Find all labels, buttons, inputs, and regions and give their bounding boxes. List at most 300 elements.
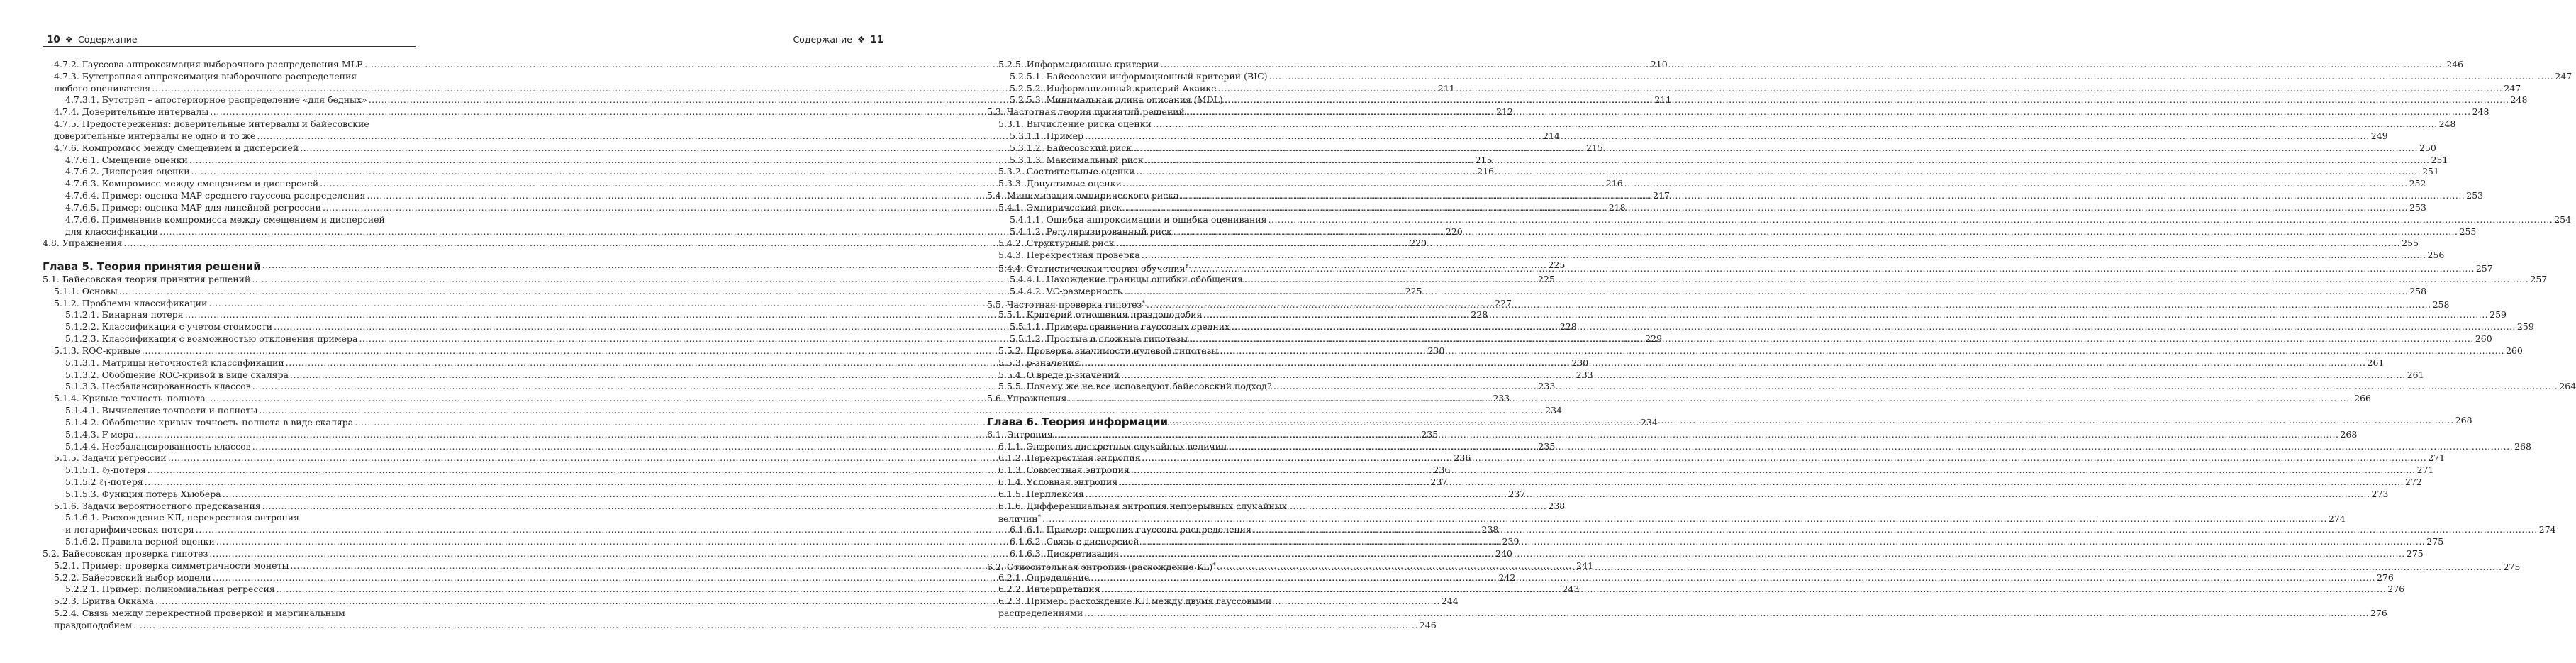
page-ref: 272 — [2405, 477, 2422, 487]
page-ref: 249 — [2370, 130, 2388, 141]
entry-title — [998, 584, 1100, 596]
page-ref: 230 — [1571, 357, 1589, 368]
entry-text: 6.1. Энтропия — [987, 428, 1053, 440]
subscript: 1 — [103, 481, 108, 489]
page-ref: 248 — [2472, 106, 2489, 118]
page-ref: 266 — [2354, 393, 2372, 404]
entry-text: 6.2.2. Интерпретация — [998, 584, 1100, 595]
entry-title — [65, 214, 385, 225]
page-ref: 257 — [2475, 263, 2493, 274]
entry-text: 5.3.1.1. Пример — [1010, 130, 1084, 141]
entry-title — [65, 441, 251, 453]
entry-title — [998, 608, 1083, 620]
page-ref: 235 — [1421, 428, 1439, 440]
entry-title — [998, 357, 1080, 369]
toc-entry-continuation[interactable] — [43, 619, 1437, 632]
entry-text: 5.1.4.3. F-мера — [65, 428, 134, 440]
entry-title — [1010, 94, 1223, 106]
entry-title — [54, 106, 208, 118]
entry-title — [987, 106, 1185, 118]
entry-text: 5.1.5. Задачи регрессии — [54, 452, 167, 464]
entry-title — [998, 381, 1272, 393]
entry-text: 4.7.6.3. Компромисс между смещением и дисперсией — [65, 178, 319, 189]
page-ref: 220 — [1445, 225, 1463, 237]
leader-dots — [1136, 166, 2421, 178]
entry-title — [65, 357, 284, 369]
page-ref: 276 — [2387, 584, 2405, 595]
entry-text: 5.5. Частотная проверка гипотез — [987, 299, 1142, 310]
page-ref: 225 — [1538, 273, 1555, 284]
entry-title — [998, 572, 1089, 584]
page-ref: 250 — [2419, 142, 2436, 153]
leader-dots — [1153, 118, 2438, 130]
entry-title — [1010, 536, 1139, 548]
entry-text: 6.2.1. Определение — [998, 572, 1090, 583]
entry-text: 5.4. Минимизация эмпирического риска — [987, 190, 1179, 201]
entry-text: 4.7.6.1. Смещение оценки — [65, 154, 188, 165]
page-ref: 254 — [2554, 213, 2572, 225]
leader-dots — [1142, 250, 2426, 262]
page-ref: 247 — [2504, 82, 2521, 94]
running-head-left — [44, 34, 138, 45]
entry-text: 5.4.2. Структурный риск — [998, 238, 1115, 249]
entry-title — [54, 345, 140, 357]
entry-title — [998, 489, 1084, 501]
entry-text: 5.4.3. Перекрестная проверка — [998, 250, 1140, 261]
entry-text: 6.1.2. Перекрестная энтропия — [998, 452, 1141, 464]
entry-text: 5.1.6.2. Правила верной оценки — [65, 536, 215, 547]
leader-dots — [1228, 441, 2513, 453]
entry-title — [54, 83, 150, 95]
page-ref: 260 — [2505, 345, 2523, 356]
entry-text: 5.1.4. Кривые точность–полнота — [54, 393, 206, 404]
entry-text: 6.1.6.2. Связь с дисперсией — [1010, 536, 1139, 547]
page-ref: 268 — [2340, 428, 2358, 440]
entry-title — [65, 417, 353, 429]
page-ref: 216 — [1477, 166, 1495, 177]
entry-text: 4.8. Упражнения — [43, 238, 123, 249]
entry-title — [54, 143, 299, 155]
entry-title — [998, 250, 1140, 262]
toc-entry[interactable] — [43, 405, 1562, 417]
entry-title — [54, 452, 167, 464]
entry-title — [54, 620, 132, 632]
toc-entry[interactable] — [43, 71, 410, 83]
page-ref: 227 — [1495, 297, 1512, 308]
page-ref: 244 — [1441, 596, 1459, 607]
page-ref: 233 — [1576, 369, 1593, 380]
entry-text: 5.1.2. Проблемы классификации — [54, 297, 208, 308]
page-ref: 276 — [2376, 572, 2394, 583]
leader-dots — [1218, 83, 2503, 95]
entry-text: 5.5.1. Критерий отношения правдоподобия — [998, 309, 1203, 321]
page-ref: 235 — [1538, 440, 1556, 452]
toc-entry[interactable] — [987, 213, 2572, 226]
leader-dots — [1273, 381, 2558, 393]
entry-text: 5.2.5.2. Информационный критерий Акаике — [1010, 82, 1217, 94]
entry-text: 5.4.1.2. Регуляризированный риск — [1010, 225, 1172, 237]
page-ref: 241 — [1576, 559, 1594, 571]
entry-title — [1010, 321, 1230, 333]
entry-text: 6.1.1. Энтропия дискретных случайных величин — [998, 440, 1227, 452]
entry-title — [65, 405, 257, 417]
page-ref: 257 — [2530, 273, 2548, 284]
entry-title — [987, 429, 1053, 441]
page-ref: 261 — [2407, 369, 2424, 380]
leader-dots — [1085, 130, 2370, 143]
page-ref: 234 — [1640, 416, 1658, 428]
page-ref: 220 — [1410, 238, 1427, 249]
entry-title — [1010, 155, 1144, 167]
page-ref: 236 — [1454, 452, 1471, 464]
entry-title — [998, 369, 1120, 381]
page-ref: 258 — [2409, 285, 2427, 296]
entry-title — [54, 59, 363, 71]
page-ref: 238 — [1481, 524, 1499, 535]
page-ref: 246 — [1419, 619, 1437, 630]
entry-title — [1010, 524, 1251, 536]
entry-text-suffix: -потеря — [107, 477, 143, 487]
entry-text: 5.3. Частотная теория принятий решений — [987, 106, 1185, 118]
page-ref: 237 — [1430, 477, 1448, 487]
page-ref: 240 — [1495, 547, 1512, 559]
leader-dots — [1186, 106, 2471, 118]
leader-dots — [1081, 357, 2366, 369]
entry-title — [1010, 226, 1172, 238]
entry-text: для классификации — [65, 225, 159, 237]
page-ref: 217 — [1653, 190, 1670, 201]
entry-text: 6.1.3. Совместная энтропия — [998, 464, 1130, 476]
page-ref: 264 — [2559, 381, 2576, 392]
entry-title — [65, 512, 299, 523]
page-ref: 274 — [2538, 524, 2556, 535]
entry-text: правдоподобием — [54, 619, 133, 630]
entry-title — [65, 226, 158, 238]
toc-entry[interactable] — [43, 608, 410, 620]
page-ref: 276 — [2370, 608, 2387, 619]
entry-text: 5.2.3. Бритва Оккама — [54, 596, 155, 607]
entry-text: 4.7.6.5. Пример: оценка MAP для линейной регрессии — [65, 201, 321, 213]
entry-text: 6.1.4. Условная энтропия — [998, 477, 1118, 487]
entry-title — [998, 202, 1122, 214]
entry-text: 5.3.1. Вычисление риска оценки — [998, 118, 1152, 130]
toc-entry-continuation[interactable] — [987, 608, 2387, 620]
entry-title — [65, 155, 188, 167]
entry-title — [65, 178, 318, 190]
entry-title — [998, 309, 1202, 321]
page-ref: 239 — [1502, 536, 1520, 547]
entry-title — [65, 584, 275, 596]
entry-text: 5.1.3.3. Несбалансированность классов — [65, 381, 251, 392]
entry-text: 5.5.1.1. Пример: сравнение гауссовых средних — [1010, 321, 1230, 333]
entry-text: 5.2.5. Информационные критерии — [998, 59, 1159, 69]
entry-title — [65, 489, 221, 501]
entry-title — [54, 596, 154, 608]
page-ref: 261 — [2367, 357, 2385, 368]
page-ref: 225 — [1405, 285, 1422, 296]
entry-title — [65, 524, 194, 536]
entry-title — [1010, 286, 1122, 298]
page-ref: 253 — [2409, 201, 2426, 213]
entry-title — [1010, 83, 1217, 95]
entry-text: 4.7.4. Доверительные интервалы — [54, 106, 209, 118]
running-head-right — [793, 34, 886, 45]
page-ref: 246 — [2446, 59, 2464, 69]
leader-dots — [1123, 202, 2408, 214]
page-ref: 215 — [1585, 142, 1603, 153]
page-ref: 211 — [1437, 82, 1455, 94]
chapter-title: Глава 5. Теория принятия решений — [43, 260, 261, 274]
entry-text: 5.2.1. Пример: проверка симметричности монеты — [54, 559, 289, 571]
entry-title — [998, 59, 1159, 71]
page-ref: 236 — [1433, 464, 1451, 476]
entry-title — [1010, 333, 1188, 345]
toc-entry[interactable] — [987, 118, 2456, 130]
entry-text: 5.1.1. Основы — [54, 285, 118, 296]
entry-title — [998, 452, 1141, 464]
entry-title — [65, 429, 134, 441]
entry-text: 5.1.5.1. ℓ — [65, 464, 106, 476]
entry-text: 5.1.3. ROC-кривые — [54, 345, 140, 356]
page-ref: 252 — [2409, 178, 2426, 189]
entry-title — [1010, 548, 1119, 560]
leader-dots — [1102, 584, 2387, 596]
toc-entry[interactable] — [43, 118, 410, 130]
page-number: 11 — [870, 34, 883, 45]
page-ref: 271 — [2428, 452, 2446, 464]
leader-dots — [1269, 214, 2553, 226]
entry-text: 5.1.4.2. Обобщение кривых точность–полнота в виде скаляра — [65, 416, 354, 428]
entry-text: 4.7.6.2. Дисперсия оценки — [65, 166, 190, 177]
entry-title — [54, 298, 207, 310]
entry-text: 5.1.4.1. Вычисление точности и полноты — [65, 405, 258, 416]
page-ref: 275 — [2503, 561, 2521, 572]
entry-text: 5.1.3.1. Матрицы неточностей классификации — [65, 357, 284, 368]
toc-entry[interactable] — [987, 250, 2445, 262]
entry-text: доверительные интервалы не одно и то же — [54, 130, 256, 141]
toc-entry[interactable] — [987, 501, 1354, 513]
leader-dots — [1253, 524, 2538, 536]
leader-dots — [1203, 309, 2488, 321]
page-ref: 248 — [2510, 94, 2528, 106]
entry-text: 5.1.3.2. Обобщение ROC-кривой в виде скаляра — [65, 369, 289, 380]
leader-dots — [1084, 608, 2369, 620]
entry-title — [65, 333, 357, 345]
page-ref: 247 — [2555, 70, 2572, 82]
entry-title — [987, 190, 1179, 202]
page-ref: 230 — [1427, 345, 1445, 356]
entry-title — [998, 441, 1227, 453]
entry-text: 5.1.4.4. Несбалансированность классов — [65, 440, 251, 452]
leader-dots — [1133, 143, 2418, 155]
page-ref: 248 — [2438, 118, 2456, 130]
entry-text: 5.4.4.1. Нахождение границы ошибки обобщения — [1010, 273, 1243, 284]
entry-title — [65, 94, 367, 106]
entry-title — [43, 274, 250, 286]
entry-text: 6.2.3. Пример: расхождение КЛ между двумя гауссовыми — [998, 596, 1272, 607]
entry-text: 4.7.6.6. Применение компромисса между смещением и дисперсией — [65, 213, 385, 225]
entry-title — [54, 130, 255, 143]
entry-text: 5.4.1.1. Ошибка аппроксимации и ошибка оценивания — [1010, 213, 1267, 225]
entry-text: величин — [998, 513, 1038, 525]
page-ref: 212 — [1496, 106, 1513, 118]
toc-entry[interactable] — [43, 214, 410, 226]
entry-text: 4.7.5. Предостережения: доверительные интервалы и байесовские — [54, 118, 369, 130]
ornament-icon: ❖ — [65, 34, 74, 45]
entry-text: распределениями — [998, 608, 1083, 619]
entry-title — [54, 71, 357, 82]
entry-text: 5.1.5.2 ℓ — [65, 477, 104, 487]
leader-dots — [1054, 429, 2339, 441]
page-ref: 237 — [1508, 488, 1526, 499]
entry-title — [65, 321, 272, 333]
page-ref: 228 — [1559, 321, 1577, 333]
entry-title — [43, 238, 122, 250]
leader-dots — [1120, 548, 2405, 560]
asterisk-mark: * — [1037, 514, 1042, 522]
leader-dots — [1189, 333, 2474, 345]
entry-title — [998, 501, 1287, 511]
toc-entry[interactable] — [987, 596, 1354, 608]
leader-dots — [1244, 274, 2529, 286]
toc-entry[interactable] — [987, 70, 2572, 83]
chapter-title: Глава 6. Теория информации — [987, 415, 1168, 428]
leader-dots — [1173, 226, 2458, 238]
entry-title — [65, 309, 184, 321]
entry-title — [65, 166, 190, 178]
entry-title — [998, 118, 1152, 130]
entry-text: 5.5.3. p-значения — [998, 357, 1080, 368]
entry-title — [65, 381, 251, 393]
entry-text: 5.1.6. Задачи вероятностного предсказания — [54, 500, 261, 511]
asterisk-mark: * — [1142, 299, 1145, 307]
entry-title — [54, 560, 289, 572]
entry-text: 5.2.2.1. Пример: полиномиальная регрессия — [65, 584, 275, 595]
leader-dots — [1068, 393, 2353, 405]
entry-text: 5.2.4. Связь между перекрестной проверкой и маргинальным — [54, 608, 345, 619]
leader-dots — [1131, 464, 2416, 477]
page-ref: 228 — [1471, 309, 1488, 321]
page-ref: 258 — [2432, 299, 2450, 310]
entry-title — [54, 608, 345, 618]
page-ref: 275 — [2426, 536, 2444, 547]
entry-title — [65, 536, 215, 548]
entry-title — [54, 393, 206, 405]
entry-text: 5.5.2. Проверка значимости нулевой гипотезы — [998, 345, 1219, 356]
entry-title — [1010, 130, 1083, 143]
entry-title — [998, 178, 1122, 190]
entry-text: 6.1.6. Дифференциальная энтропия непрерывных случайных — [998, 500, 1287, 511]
entry-text: 5.5.4. О вреде p-значений — [998, 369, 1120, 380]
entry-text: 5.1.2.3. Классификация с возможностью отклонения примера — [65, 333, 358, 345]
entry-title — [998, 596, 1271, 606]
ornament-icon: ❖ — [857, 34, 866, 45]
entry-text: 5.2.2. Байесовский выбор модели — [54, 572, 211, 583]
entry-text: 4.7.3. Бутстрэпная аппроксимация выборочного распределения — [54, 70, 357, 82]
leader-dots — [1119, 477, 2404, 489]
leader-dots — [1269, 71, 2554, 83]
entry-title — [65, 190, 365, 202]
page-ref: 218 — [1608, 201, 1626, 213]
page-ref: 211 — [1654, 94, 1672, 106]
page-ref: 233 — [1538, 381, 1556, 392]
entry-title — [1010, 274, 1243, 286]
entry-title — [998, 238, 1114, 250]
page-ref: 259 — [2489, 309, 2507, 321]
page-ref: 242 — [1498, 572, 1516, 583]
entry-text: 5.3.2. Состоятельные оценки — [998, 166, 1135, 177]
entry-title — [998, 477, 1117, 489]
page-ref: 233 — [1493, 393, 1510, 404]
entry-title — [65, 202, 321, 214]
entry-text: 5.2.5.1. Байесовский информационный критерий (BIC) — [1010, 70, 1268, 82]
entry-text: 5.1.2.1. Бинарная потеря — [65, 309, 184, 321]
page-ref: 256 — [2427, 250, 2445, 261]
page-ref: 274 — [2328, 513, 2346, 525]
leader-dots — [1145, 155, 2430, 167]
entry-text: 5.2. Байесовская проверка гипотез — [43, 547, 208, 559]
entry-title — [54, 286, 118, 298]
leader-dots — [1160, 59, 2445, 71]
page-ref: 210 — [1650, 59, 1668, 69]
entry-text: 4.7.6. Компромисс между смещением и дисперсией — [54, 142, 299, 153]
page-ref: 216 — [1605, 178, 1623, 189]
page-ref: 234 — [1545, 405, 1562, 416]
leader-dots — [1231, 321, 2516, 333]
page-ref: 255 — [2402, 238, 2419, 249]
entry-text: 5.3.1.2. Байесовский риск — [1010, 142, 1132, 153]
entry-title — [998, 166, 1134, 178]
entry-text: 5.1.5.3. Функция потерь Хьюбера — [65, 488, 221, 499]
entry-text: 5.5.1.2. Простые и сложные гипотезы — [1010, 333, 1188, 345]
entry-text: любого оценивателя — [54, 82, 151, 94]
entry-title — [54, 501, 261, 513]
entry-title — [43, 548, 208, 560]
entry-text: 4.7.3.1. Бутстрэп – апостериорное распределение «для бедных» — [65, 94, 367, 106]
entry-title — [54, 572, 211, 584]
page-ref: 268 — [2514, 440, 2531, 452]
entry-text: 5.4.4.2. VC-размерность — [1010, 285, 1122, 296]
page-ref: 260 — [2475, 333, 2492, 345]
entry-text: 5.1.6.1. Расхождение КЛ, перекрестная энтропия — [65, 512, 300, 523]
entry-text: 6.1.6.3. Дискретизация — [1010, 547, 1120, 559]
leader-dots — [1169, 415, 2454, 427]
entry-text: 5.3.3. Допустимые оценки — [998, 178, 1122, 189]
entry-text: 5.5.5. Почему же не все исповедуют байесовский подход? — [998, 381, 1272, 392]
entry-text: и логарифмическая потеря — [65, 524, 194, 535]
page-ref: 259 — [2516, 321, 2534, 333]
asterisk-mark: * — [1212, 562, 1216, 569]
entry-title — [1010, 214, 1267, 226]
leader-dots — [1123, 178, 2408, 190]
page-ref: 229 — [1645, 333, 1663, 345]
entry-title — [987, 393, 1066, 405]
page-ref: 251 — [2431, 154, 2448, 165]
entry-text: 4.7.6.4. Пример: оценка MAP среднего гауссова распределения — [65, 190, 366, 201]
running-title: Содержание — [78, 34, 138, 45]
leader-dots — [1115, 238, 2400, 250]
leader-dots — [1091, 572, 2375, 584]
page-ref: 214 — [1543, 130, 1560, 141]
toc-entry-continuation[interactable] — [987, 512, 2346, 525]
leader-dots — [1121, 369, 2406, 381]
page-ref: 251 — [2422, 166, 2439, 177]
entry-text: 5.4.4. Статистическая теория обучения — [998, 263, 1186, 274]
entry-text: 6.1.5. Перплексия — [998, 488, 1084, 499]
entry-text-suffix: -потеря — [110, 464, 146, 476]
toc-entry[interactable] — [43, 512, 410, 524]
leader-dots — [1181, 190, 2465, 202]
